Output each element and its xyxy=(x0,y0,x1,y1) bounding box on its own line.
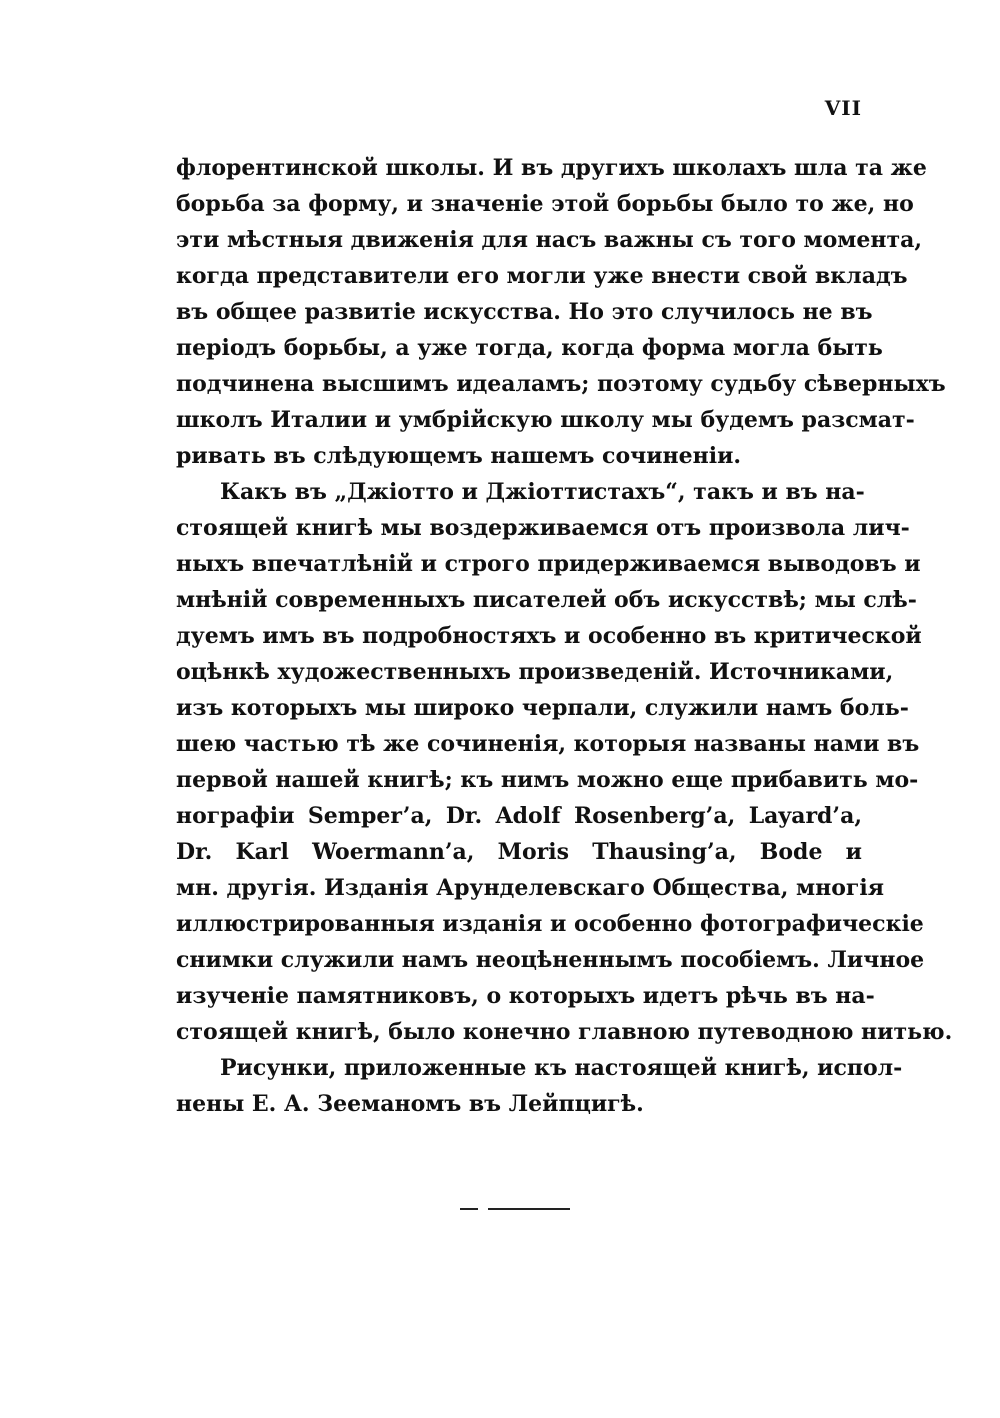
text-line: первой нашей книгѣ; къ нимъ можно еще прибавить мо- xyxy=(176,767,919,793)
section-end-rule-gap xyxy=(478,1206,488,1211)
text-line: мнѣнiй современныхъ писателей объ искусствѣ; мы слѣ- xyxy=(176,587,917,613)
text-line: когда представители его могли уже внести свой вкладъ xyxy=(176,263,908,289)
text-line: дуемъ имъ въ подробностяхъ и особенно въ критической xyxy=(176,623,922,649)
text-line: стоящей книгѣ, было конечно главною путеводною нитью. xyxy=(176,1019,953,1045)
text-line: шею частью тѣ же сочиненiя, которыя названы нами въ xyxy=(176,731,920,757)
text-line: стоящей книгѣ мы воздерживаемся отъ произвола лич- xyxy=(176,515,910,541)
paragraph-2 xyxy=(176,474,953,1050)
text-line: Dr. Karl Woermann’a, Moris Thausing’a, Bode и xyxy=(176,839,862,865)
text-line: ривать въ слѣдующемъ нашемъ сочиненiи. xyxy=(176,443,742,469)
text-line: перiодъ борьбы, а уже тогда, когда форма могла быть xyxy=(176,335,883,361)
text-line: Рисунки, приложенные къ настоящей книгѣ, испол- xyxy=(220,1055,903,1081)
text-line: иллюстрированныя изданiя и особенно фотографическiе xyxy=(176,911,924,937)
text-line: изъ которыхъ мы широко черпали, служили намъ боль- xyxy=(176,695,909,721)
paragraph-3 xyxy=(176,1050,903,1122)
text-line: мн. другiя. Изданiя Арунделевскаго Общества, многiя xyxy=(176,875,884,901)
text-line: нографiи Semper’a, Dr. Adolf Rosenberg’a, Layard’a, xyxy=(176,803,862,829)
text-line: въ общее развитiе искусства. Но это случилось не въ xyxy=(176,299,873,325)
text-line: школъ Италии и умбрiйскую школу мы будемъ разсмат- xyxy=(176,407,915,433)
text-line: оцѣнкѣ художественныхъ произведенiй. Источниками, xyxy=(176,659,894,685)
text-line: флорентинской школы. И въ другихъ школахъ шла та же xyxy=(176,155,927,181)
text-line: эти мѣстныя движенiя для насъ важны съ того момента, xyxy=(176,227,923,253)
body-text xyxy=(176,150,953,1122)
text-line: изученiе памятниковъ, о которыхъ идетъ рѣчь въ на- xyxy=(176,983,875,1009)
page-number: VII xyxy=(824,96,862,120)
text-line: нены Е. А. Зееманомъ въ Лейпцигѣ. xyxy=(176,1091,644,1117)
paragraph-1 xyxy=(176,150,946,474)
text-line: борьба за форму, и значенiе этой борьбы было то же, но xyxy=(176,191,914,217)
text-line: подчинена высшимъ идеаламъ; поэтому судьбу сѣверныхъ xyxy=(176,371,946,397)
text-line: Какъ въ „Джiотто и Джiоттистахъ“, такъ и въ на- xyxy=(220,479,865,505)
text-line: ныхъ впечатлѣнiй и строго придерживаемся выводовъ и xyxy=(176,551,921,577)
section-end-rule xyxy=(460,1208,570,1210)
text-line: снимки служили намъ неоцѣненнымъ пособiемъ. Личное xyxy=(176,947,925,973)
